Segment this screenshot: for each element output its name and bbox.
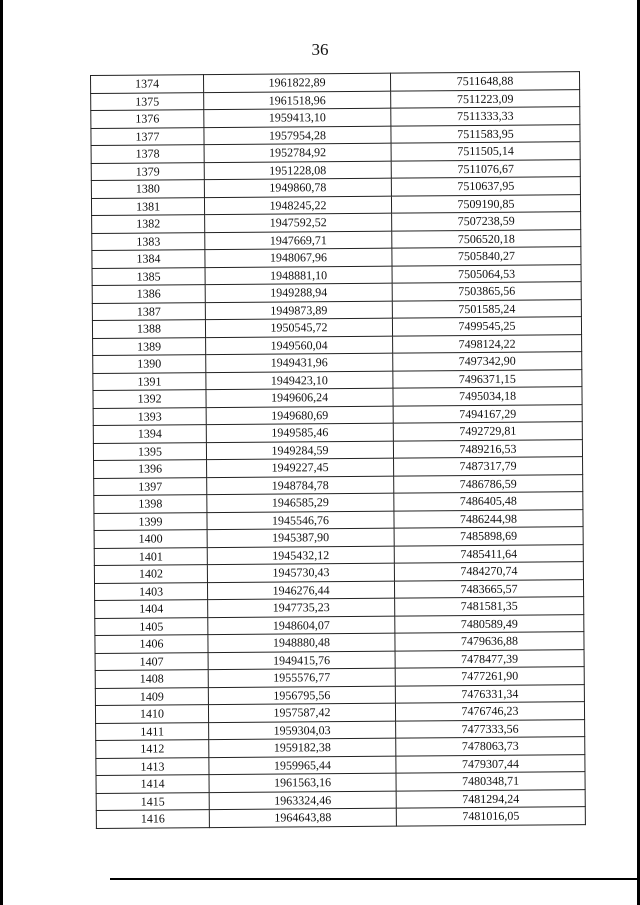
x-coordinate-cell: 1945730,43 bbox=[207, 563, 394, 582]
x-coordinate-cell: 1946276,44 bbox=[207, 581, 394, 600]
point-number-cell: 1397 bbox=[94, 477, 207, 495]
x-coordinate-cell: 1961518,96 bbox=[204, 91, 391, 110]
x-coordinate-cell: 1950545,72 bbox=[205, 318, 392, 337]
point-number-cell: 1378 bbox=[91, 145, 204, 163]
y-coordinate-cell: 7485898,69 bbox=[394, 527, 583, 546]
x-coordinate-cell: 1956795,56 bbox=[208, 686, 395, 705]
y-coordinate-cell: 7477261,90 bbox=[395, 667, 584, 686]
point-number-cell: 1395 bbox=[93, 442, 206, 460]
point-number-cell: 1388 bbox=[92, 320, 205, 338]
y-coordinate-cell: 7511333,33 bbox=[391, 107, 580, 126]
x-coordinate-cell: 1949606,24 bbox=[206, 388, 393, 407]
x-coordinate-cell: 1948784,78 bbox=[207, 476, 394, 495]
x-coordinate-cell: 1959182,38 bbox=[209, 738, 396, 757]
y-coordinate-cell: 7498124,22 bbox=[393, 334, 582, 353]
x-coordinate-cell: 1949284,59 bbox=[206, 441, 393, 460]
y-coordinate-cell: 7481581,35 bbox=[395, 597, 584, 616]
point-number-cell: 1408 bbox=[95, 670, 208, 688]
x-coordinate-cell: 1949680,69 bbox=[206, 406, 393, 425]
point-number-cell: 1411 bbox=[96, 722, 209, 740]
y-coordinate-cell: 7505840,27 bbox=[392, 247, 581, 266]
x-coordinate-cell: 1961822,89 bbox=[204, 73, 391, 92]
x-coordinate-cell: 1945432,12 bbox=[207, 546, 394, 565]
x-coordinate-cell: 1948881,10 bbox=[205, 266, 392, 285]
y-coordinate-cell: 7476746,23 bbox=[395, 702, 584, 721]
y-coordinate-cell: 7496371,15 bbox=[393, 369, 582, 388]
y-coordinate-cell: 7485411,64 bbox=[394, 544, 583, 563]
y-coordinate-cell: 7511505,14 bbox=[391, 142, 580, 161]
point-number-cell: 1377 bbox=[91, 127, 204, 145]
x-coordinate-cell: 1949431,96 bbox=[206, 353, 393, 372]
x-coordinate-cell: 1945387,90 bbox=[207, 528, 394, 547]
y-coordinate-cell: 7507238,59 bbox=[392, 212, 581, 231]
point-number-cell: 1381 bbox=[91, 197, 204, 215]
point-number-cell: 1396 bbox=[94, 460, 207, 478]
x-coordinate-cell: 1947735,23 bbox=[208, 598, 395, 617]
x-coordinate-cell: 1949415,76 bbox=[208, 651, 395, 670]
x-coordinate-cell: 1959304,03 bbox=[209, 721, 396, 740]
point-number-cell: 1382 bbox=[92, 215, 205, 233]
y-coordinate-cell: 7499545,25 bbox=[392, 317, 581, 336]
y-coordinate-cell: 7481294,24 bbox=[396, 789, 585, 808]
point-number-cell: 1374 bbox=[91, 75, 204, 93]
point-number-cell: 1386 bbox=[92, 285, 205, 303]
y-coordinate-cell: 7489216,53 bbox=[393, 439, 582, 458]
x-coordinate-cell: 1949288,94 bbox=[205, 283, 392, 302]
y-coordinate-cell: 7495034,18 bbox=[393, 387, 582, 406]
x-coordinate-cell: 1963324,46 bbox=[209, 791, 396, 810]
point-number-cell: 1416 bbox=[96, 810, 209, 828]
x-coordinate-cell: 1949423,10 bbox=[206, 371, 393, 390]
point-number-cell: 1392 bbox=[93, 390, 206, 408]
point-number-cell: 1412 bbox=[96, 740, 209, 758]
y-coordinate-cell: 7486786,59 bbox=[394, 474, 583, 493]
y-coordinate-cell: 7486405,48 bbox=[394, 492, 583, 511]
x-coordinate-cell: 1961563,16 bbox=[209, 773, 396, 792]
page-bottom-rule bbox=[110, 878, 640, 880]
y-coordinate-cell: 7487317,79 bbox=[394, 457, 583, 476]
x-coordinate-cell: 1955576,77 bbox=[208, 668, 395, 687]
y-coordinate-cell: 7511223,09 bbox=[391, 89, 580, 108]
point-number-cell: 1403 bbox=[94, 582, 207, 600]
x-coordinate-cell: 1946585,29 bbox=[207, 493, 394, 512]
x-coordinate-cell: 1945546,76 bbox=[207, 511, 394, 530]
y-coordinate-cell: 7477333,56 bbox=[396, 719, 585, 738]
y-coordinate-cell: 7479636,88 bbox=[395, 632, 584, 651]
y-coordinate-cell: 7506520,18 bbox=[392, 229, 581, 248]
point-number-cell: 1404 bbox=[95, 600, 208, 618]
point-number-cell: 1387 bbox=[92, 302, 205, 320]
point-number-cell: 1405 bbox=[95, 617, 208, 635]
page-number: 36 bbox=[311, 40, 329, 59]
y-coordinate-cell: 7511583,95 bbox=[391, 124, 580, 143]
point-number-cell: 1406 bbox=[95, 635, 208, 653]
y-coordinate-cell: 7476331,34 bbox=[395, 684, 584, 703]
y-coordinate-cell: 7510637,95 bbox=[391, 177, 580, 196]
x-coordinate-cell: 1957587,42 bbox=[208, 703, 395, 722]
x-coordinate-cell: 1947669,71 bbox=[205, 231, 392, 250]
point-number-cell: 1383 bbox=[92, 232, 205, 250]
x-coordinate-cell: 1948880,48 bbox=[208, 633, 395, 652]
point-number-cell: 1393 bbox=[93, 407, 206, 425]
point-number-cell: 1385 bbox=[92, 267, 205, 285]
point-number-cell: 1409 bbox=[95, 687, 208, 705]
point-number-cell: 1414 bbox=[96, 775, 209, 793]
x-coordinate-cell: 1952784,92 bbox=[204, 143, 391, 162]
y-coordinate-cell: 7480589,49 bbox=[395, 614, 584, 633]
y-coordinate-cell: 7492729,81 bbox=[393, 422, 582, 441]
x-coordinate-cell: 1948067,96 bbox=[205, 248, 392, 267]
x-coordinate-cell: 1949560,04 bbox=[206, 336, 393, 355]
point-number-cell: 1398 bbox=[94, 495, 207, 513]
coordinates-table-body bbox=[91, 72, 586, 828]
point-number-cell: 1402 bbox=[94, 565, 207, 583]
x-coordinate-cell: 1949860,78 bbox=[204, 178, 391, 197]
table-row bbox=[96, 807, 585, 828]
y-coordinate-cell: 7505064,53 bbox=[392, 264, 581, 283]
x-coordinate-cell: 1959413,10 bbox=[204, 108, 391, 127]
y-coordinate-cell: 7480348,71 bbox=[396, 772, 585, 791]
x-coordinate-cell: 1947592,52 bbox=[205, 213, 392, 232]
point-number-cell: 1399 bbox=[94, 512, 207, 530]
x-coordinate-cell: 1948245,22 bbox=[204, 196, 391, 215]
point-number-cell: 1379 bbox=[91, 162, 204, 180]
y-coordinate-cell: 7478477,39 bbox=[395, 649, 584, 668]
y-coordinate-cell: 7501585,24 bbox=[392, 299, 581, 318]
y-coordinate-cell: 7511076,67 bbox=[391, 159, 580, 178]
point-number-cell: 1390 bbox=[93, 355, 206, 373]
x-coordinate-cell: 1951228,08 bbox=[204, 161, 391, 180]
point-number-cell: 1410 bbox=[95, 705, 208, 723]
y-coordinate-cell: 7503865,56 bbox=[392, 282, 581, 301]
point-number-cell: 1413 bbox=[96, 757, 209, 775]
y-coordinate-cell: 7497342,90 bbox=[393, 352, 582, 371]
y-coordinate-cell: 7478063,73 bbox=[396, 737, 585, 756]
y-coordinate-cell: 7511648,88 bbox=[390, 72, 579, 91]
x-coordinate-cell: 1949873,89 bbox=[205, 301, 392, 320]
point-number-cell: 1375 bbox=[91, 92, 204, 110]
point-number-cell: 1400 bbox=[94, 530, 207, 548]
y-coordinate-cell: 7509190,85 bbox=[391, 194, 580, 213]
scan-edge-left bbox=[0, 0, 3, 905]
y-coordinate-cell: 7479307,44 bbox=[396, 754, 585, 773]
point-number-cell: 1415 bbox=[96, 792, 209, 810]
point-number-cell: 1401 bbox=[94, 547, 207, 565]
point-number-cell: 1407 bbox=[95, 652, 208, 670]
point-number-cell: 1391 bbox=[93, 372, 206, 390]
point-number-cell: 1394 bbox=[93, 425, 206, 443]
y-coordinate-cell: 7494167,29 bbox=[393, 404, 582, 423]
y-coordinate-cell: 7483665,57 bbox=[394, 579, 583, 598]
coordinates-table bbox=[90, 71, 586, 828]
point-number-cell: 1380 bbox=[91, 180, 204, 198]
y-coordinate-cell: 7481016,05 bbox=[396, 807, 585, 826]
point-number-cell: 1389 bbox=[93, 337, 206, 355]
x-coordinate-cell: 1959965,44 bbox=[209, 756, 396, 775]
point-number-cell: 1384 bbox=[92, 250, 205, 268]
x-coordinate-cell: 1957954,28 bbox=[204, 126, 391, 145]
x-coordinate-cell: 1948604,07 bbox=[208, 616, 395, 635]
x-coordinate-cell: 1949585,46 bbox=[206, 423, 393, 442]
x-coordinate-cell: 1964643,88 bbox=[209, 808, 396, 827]
y-coordinate-cell: 7486244,98 bbox=[394, 509, 583, 528]
x-coordinate-cell: 1949227,45 bbox=[207, 458, 394, 477]
point-number-cell: 1376 bbox=[91, 110, 204, 128]
y-coordinate-cell: 7484270,74 bbox=[394, 562, 583, 581]
